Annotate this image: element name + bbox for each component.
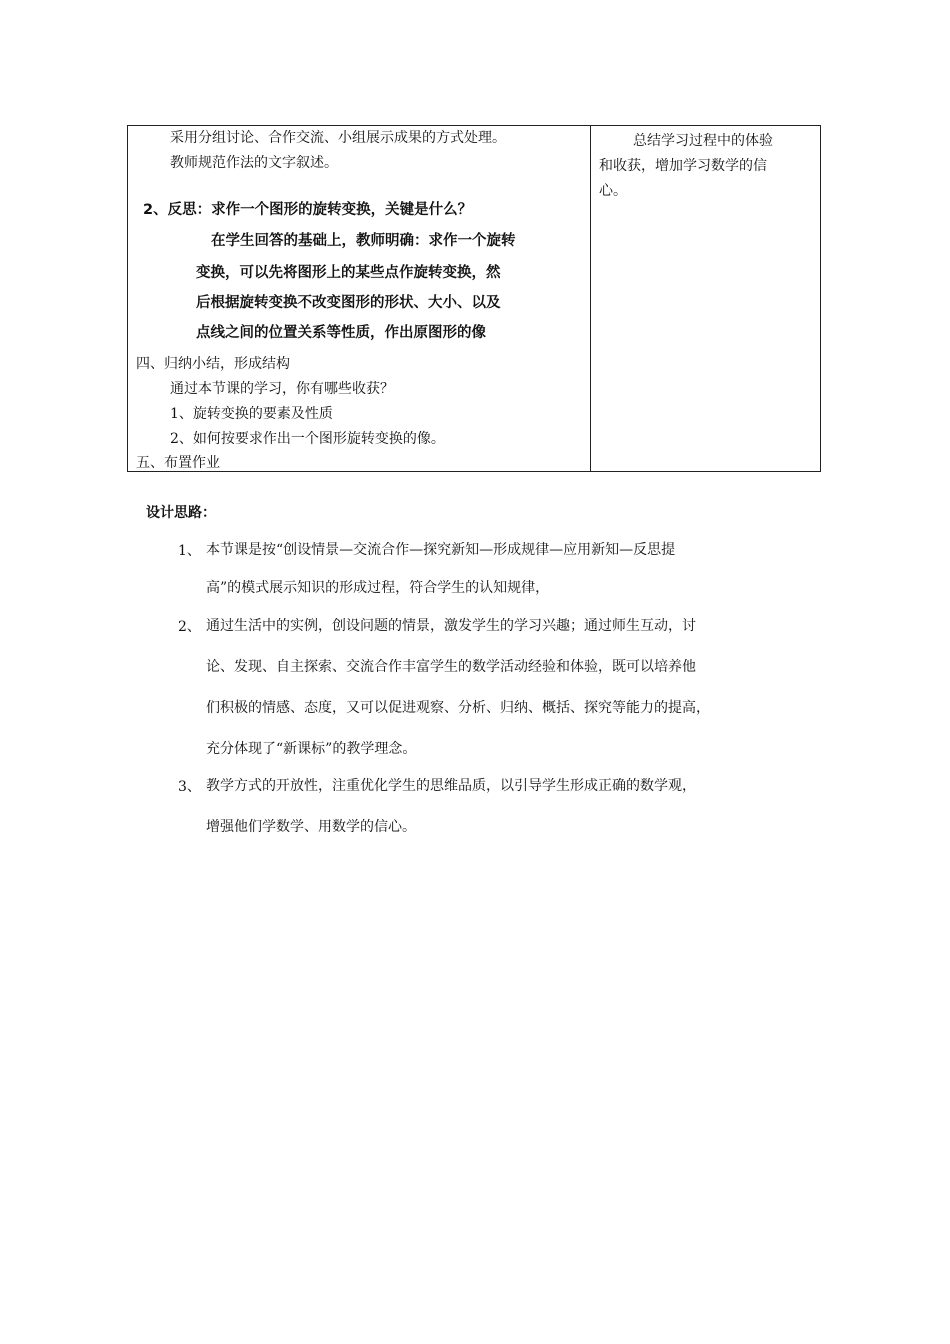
design-item-line: 充分体现了“新课标”的教学理念。	[206, 741, 417, 757]
summary-line: 总结学习过程中的体验	[633, 133, 773, 149]
table-line: 教师规范作法的文字叙述。	[170, 155, 338, 171]
design-heading: 设计思路：	[146, 505, 216, 521]
table-line: 在学生回答的基础上，教师明确：求作一个旋转	[211, 233, 516, 249]
lesson-table	[127, 125, 821, 472]
section-heading: 四、归纳小结，形成结构	[136, 356, 290, 372]
column-divider	[590, 126, 591, 471]
design-item-line: 增强他们学数学、用数学的信心。	[206, 819, 416, 835]
design-item-line: 教学方式的开放性，注重优化学生的思维品质，以引导学生形成正确的数学观，	[206, 778, 696, 794]
summary-cell	[599, 129, 813, 204]
section-heading: 五、布置作业	[136, 455, 220, 471]
summary-line: 和收获，增加学习数学的信	[599, 158, 767, 174]
table-line: 后根据旋转变换不改变图形的形状、大小、以及	[196, 295, 501, 311]
design-item-line: 高”的模式展示知识的形成过程，符合学生的认知规律，	[206, 580, 550, 596]
item-number: 3、	[178, 779, 201, 795]
table-line: 2、如何按要求作出一个图形旋转变换的像。	[170, 431, 445, 447]
design-item-line: 本节课是按“创设情景—交流合作—探究新知—形成规律—应用新知—反思提	[206, 542, 676, 558]
table-line: 1、旋转变换的要素及性质	[170, 406, 333, 422]
reflection-question: 2、反思：求作一个图形的旋转变换，关键是什么？	[143, 202, 473, 218]
table-line: 点线之间的位置关系等性质，作出原图形的像	[196, 325, 486, 341]
design-item-line: 们积极的情感、态度，又可以促进观察、分析、归纳、概括、探究等能力的提高，	[206, 700, 710, 716]
design-item-line: 论、发现、自主探索、交流合作丰富学生的数学活动经验和体验，既可以培养他	[206, 659, 696, 675]
summary-line: 心。	[599, 183, 627, 199]
item-number: 2、	[178, 619, 201, 635]
table-line: 变换，可以先将图形上的某些点作旋转变换，然	[196, 265, 501, 281]
table-line: 通过本节课的学习，你有哪些收获？	[170, 381, 394, 397]
design-item-line: 通过生活中的实例，创设问题的情景，激发学生的学习兴趣；通过师生互动，讨	[206, 618, 696, 634]
item-number: 1、	[178, 543, 201, 559]
table-line: 采用分组讨论、合作交流、小组展示成果的方式处理。	[170, 130, 506, 146]
